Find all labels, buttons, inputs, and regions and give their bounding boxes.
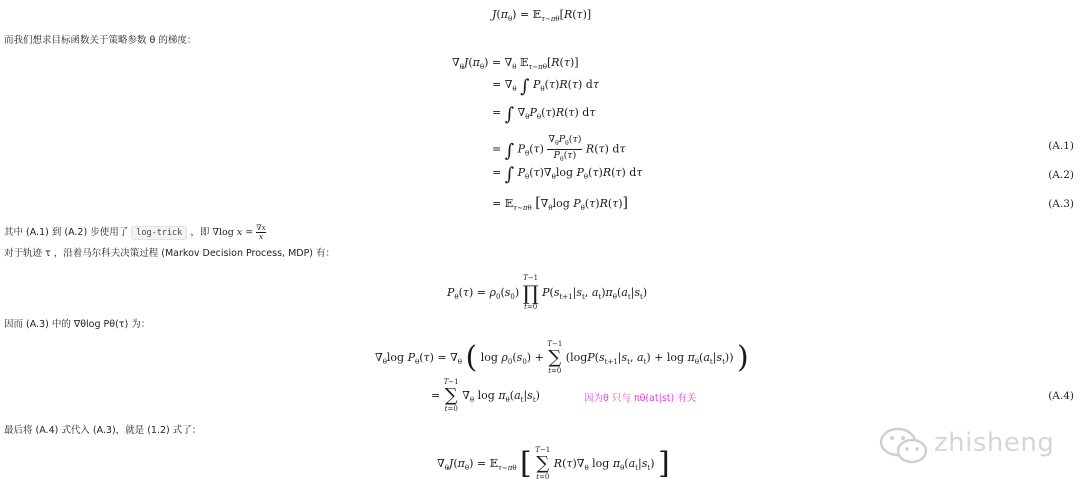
paragraph-log-trick [4, 224, 266, 241]
watermark-text: zhisheng [934, 428, 1055, 458]
note-theta-dependency: 因为θ 只与 πθ(at|st) 有关 [584, 393, 697, 404]
equation-trajectory-prob: $P_\theta(\tau) = \rho_0(s_0)$ T−1 ∏ t=0 $P(s_{t+1}|s_t$, $a_t)\pi_\theta(a_t|s_t)$ [447, 274, 648, 311]
paragraph-gradient-intro: 而我们想求目标函数关于策略参数 θ 的梯度： [4, 35, 197, 46]
equation-gradient-line-5: = 𝔼$_{\tau\sim\pi\theta}$ [$\nabla_\theta\log$ $P_\theta(\tau)R(\tau)$] [492, 195, 629, 213]
paragraph-log-trick-prefix: 其中 (A.1) 到 (A.2) 步使用了 [4, 227, 129, 238]
code-log-trick: log-trick [131, 226, 187, 240]
equation-gradient-line-0: $\nabla_\theta J(\pi_\theta) = \nabla_\theta$ 𝔼$_{\tau\sim\pi\theta}$[R(τ)] [452, 56, 579, 72]
equation-log-prob-line-1: = T−1 ∑ t=0 $\nabla_\theta$ $\log \pi_\theta(a_t|s_t)$ [431, 378, 540, 413]
equation-final-gradient: $\nabla_\theta J(\pi_\theta)$ = 𝔼$_{\tau\sim\pi\theta}$ [ T−1 ∑ t=0 $R(\tau)\nabla_\theta$ $\log \pi_\theta(a_t|s_t)$ ] [437, 446, 670, 481]
tag-a3: (A.3) [1048, 198, 1074, 210]
paragraph-mdp: 对于轨迹 τ ，沿着马尔科夫决策过程 (Markov Decision Process, MDP) 有： [4, 248, 336, 259]
paragraph-log-trick-formula: ，即 ∇log x = $\frac{\nabla x}{x}$ [190, 223, 266, 241]
wechat-icon [878, 424, 932, 468]
paragraph-log-prob: 因而 (A.3) 中的 ∇θlog Pθ(τ) 为： [4, 319, 151, 330]
equation-gradient-line-4: = ∫ $P_\theta(\tau)\nabla_\theta\log$ $P_\theta(\tau)R(\tau)$ dτ [492, 164, 643, 185]
paragraph-conclusion: 最后将 (A.4) 式代入 (A.3)，就是 (1.2) 式了： [4, 425, 202, 436]
tag-a1: (A.1) [1048, 140, 1074, 152]
equation-gradient-line-2: = ∫ $\nabla_\theta P_\theta(\tau)R(\tau)$ dτ [492, 104, 596, 125]
equation-gradient-line-3: = ∫ $P_\theta(\tau)$ $\nabla_\theta P_\theta(\tau)$ $P_\theta(\tau)$ R(τ) dτ [492, 134, 626, 163]
equation-objective: $J(\pi_\theta)$ = 𝔼$_{\tau\sim\pi\theta}$[R(τ)] [492, 8, 592, 24]
equation-log-prob-line-0: $\nabla_\theta\log$ $P_\theta(\tau) = \nabla_\theta$ ( $\log \rho_0(s_0)$ + T−1 ∑ t=0 ($\log P(s_{t+1}|s_t$, $a_t) + \log \pi_\theta(a_t|s_t)$) ) [375, 340, 749, 375]
tag-a4: (A.4) [1048, 390, 1074, 402]
equation-gradient-line-1: = $\nabla_\theta$ ∫ $P_\theta(\tau)R(\tau)$ dτ [492, 76, 599, 97]
tag-a2: (A.2) [1048, 169, 1074, 181]
